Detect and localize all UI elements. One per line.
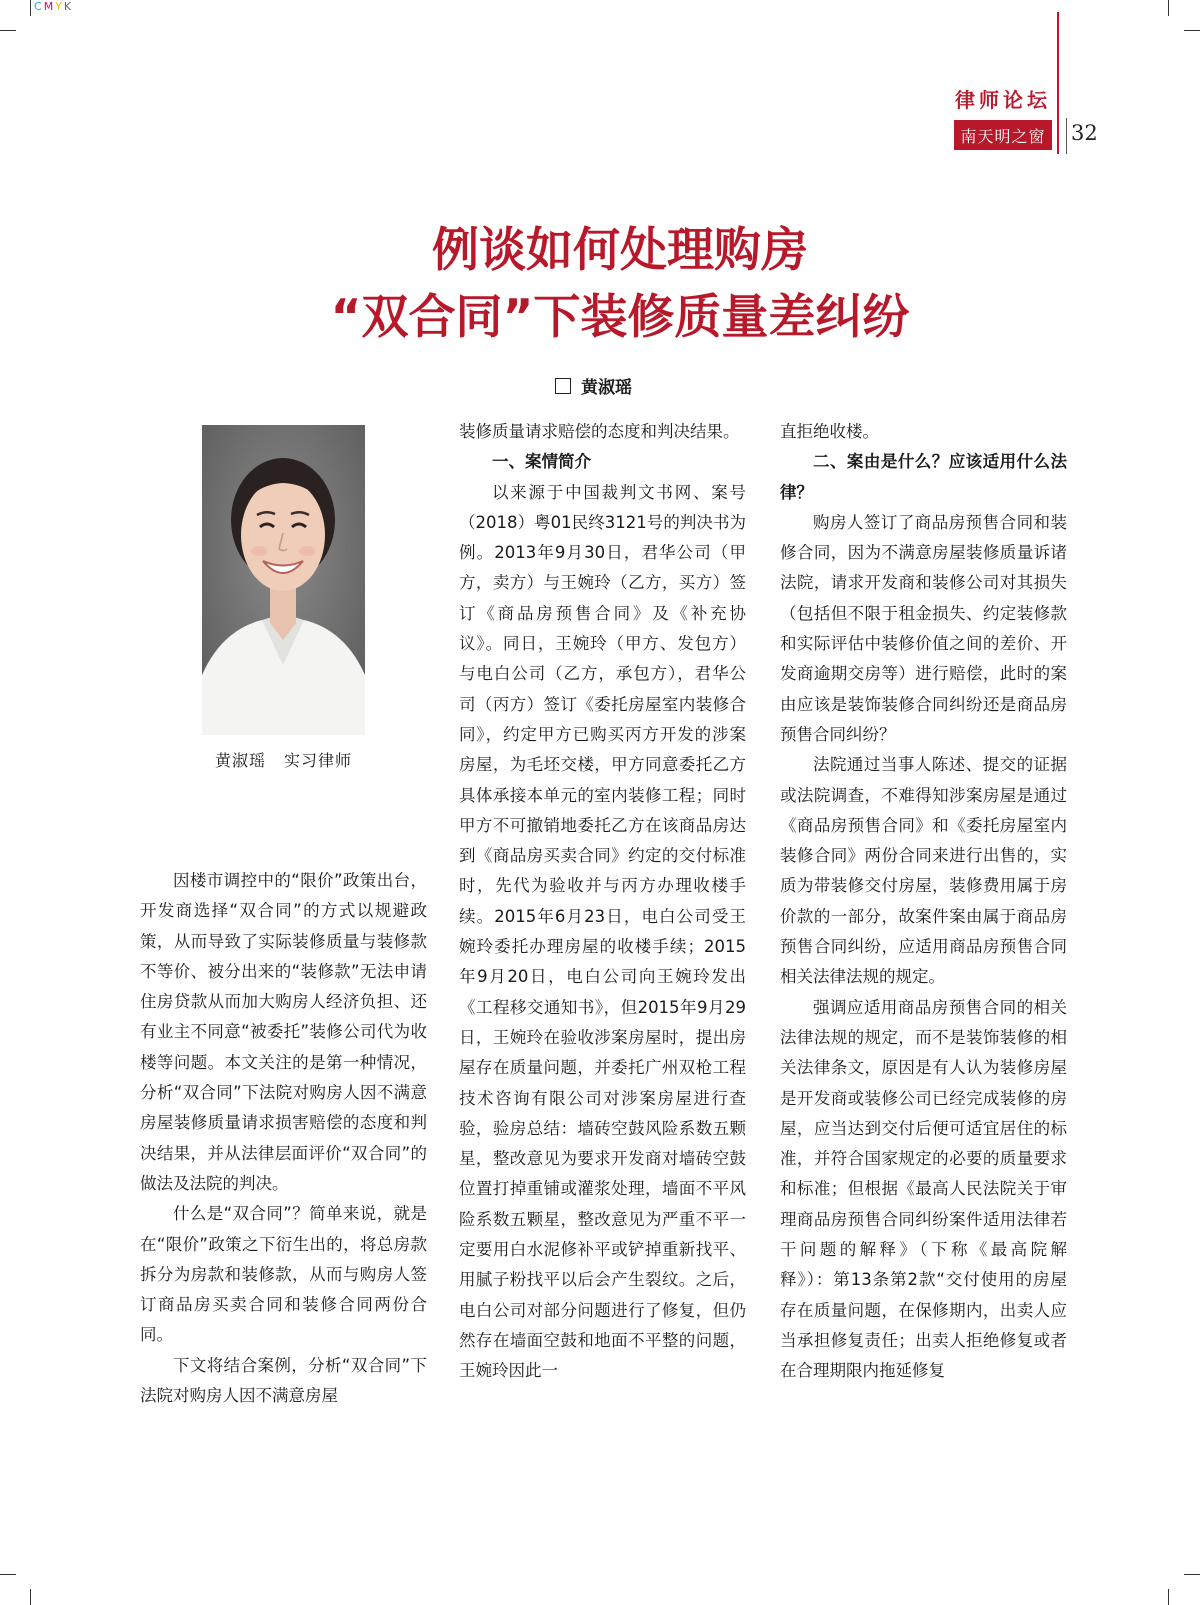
header-red-rule (1057, 12, 1059, 154)
paragraph: 下文将结合案例，分析“双合同”下法院对购房人因不满意房屋 (140, 1355, 427, 1406)
section-heading: 一、案情简介 (492, 452, 591, 472)
text-column-2 (459, 417, 746, 1387)
caption-role: 实习律师 (284, 751, 353, 770)
article-title-line2: “双合同”下装修质量差纠纷 (330, 290, 910, 345)
paragraph: 什么是“双合同”？简单来说，就是在“限价”政策之下衍生出的，将总房款拆分为房款和装修款，从而与购房人签订商品房买卖合同和装修合同两份合同。 (140, 1204, 427, 1345)
author-photo (202, 425, 365, 735)
crop-mark-top-left-v (30, 0, 31, 16)
cmyk-y: Y (55, 0, 64, 13)
crop-mark-bottom-right-h (1184, 1574, 1200, 1575)
article-title-line1: 例谈如何处理购房 (432, 223, 808, 278)
cmyk-color-mark (34, 0, 73, 13)
crop-mark-top-right-v (1168, 0, 1169, 16)
paragraph: 购房人签订了商品房预售合同和装修合同，因为不满意房屋装修质量诉诸法院，请求开发商和装修公司对其损失（包括但不限于租金损失、约定装修款和实际评估中装修价值之间的差价、开发商逾期交房等）进行赔偿，此时的案由应该是装饰装修合同纠纷还是商品房预售合同纠纷？ (780, 512, 1067, 744)
cmyk-m: M (43, 0, 56, 13)
crop-mark-top-left-h (0, 30, 16, 31)
page-number: 32 (1071, 121, 1098, 145)
section-label: 律师论坛 (955, 88, 1051, 112)
paragraph: 法院通过当事人陈述、提交的证据或法院调查，不难得知涉案房屋是通过《商品房预售合同》和《委托房屋室内装修合同》两份合同来进行出售的，实质为带装修交付房屋，装修费用属于房价款的一部分，故案件案由属于商品房预售合同纠纷，应适用商品房预售合同相关法律法规的规定。 (780, 755, 1067, 987)
crop-mark-top-right-h (1184, 30, 1200, 31)
crop-mark-bottom-left-h (0, 1574, 16, 1575)
header-page-divider (1066, 118, 1067, 154)
column-badge: 南天明之窗 (954, 120, 1052, 150)
paragraph: 强调应适用商品房预售合同的相关法律法规的规定，而不是装饰装修的相关法律条文，原因是有人认为装修房屋是开发商或装修公司已经完成装修的房屋，应当达到交付后便可适宜居住的标准，并符合国家规定的必要的质量要求和标准；但根据《最高人民法院关于审理商品房预售合同纠纷案件适用法律若干问题的解释》（下称《最高院解释》）：第13条第2款“交付使用的房屋存在质量问题，在保修期内，出卖人应当承担修复责任；出卖人拒绝修复或者在合理期限内拖延修复 (780, 997, 1067, 1381)
author-name: 黄淑瑶 (581, 378, 632, 398)
section-heading: 二、案由是什么？应该适用什么法律？ (780, 452, 1067, 502)
byline-box-icon (555, 378, 571, 394)
text-column-1 (140, 866, 427, 1411)
paragraph-continued: 装修质量请求赔偿的态度和判决结果。 (459, 422, 740, 441)
paragraph-continued: 直拒绝收楼。 (780, 422, 879, 441)
text-column-3 (780, 417, 1067, 1387)
paragraph: 以来源于中国裁判文书网、案号（2018）粤01民终3121号的判决书为例。2013年9月30日，君华公司（甲方，卖方）与王婉玲（乙方，买方）签订《商品房预售合同》及《补充协议》。同日，王婉玲（甲方、发包方）与电白公司（乙方，承包方），君华公司（丙方）签订《委托房屋室内装修合同》，约定甲方已购买丙方开发的涉案房屋，为毛坯交楼，甲方同意委托乙方具体承接本单元的室内装修工程；同时甲方不可撤销地委托乙方在该商品房达到《商品房买卖合同》约定的交付标准时，先代为验收并与丙方办理收楼手续。2015年6月23日，电白公司受王婉玲委托办理房屋的收楼手续；2015年9月20日，电白公司向王婉玲发出《工程移交通知书》，但2015年9月29日，王婉玲在验收涉案房屋时，提出房屋存在质量问题，并委托广州双枪工程技术咨询有限公司对涉案房屋进行查验，验房总结：墙砖空鼓风险系数五颗星，整改意见为要求开发商对墙砖空鼓位置打掉重铺或灌浆处理，墙面不平风险系数五颗星，整改意见为严重不平一定要用白水泥修补平或铲掉重新找平、用腻子粉找平以后会产生裂纹。之后，电白公司对部分问题进行了修复，但仍然存在墙面空鼓和地面不平整的问题，王婉玲因此一 (459, 482, 746, 1381)
paragraph: 因楼市调控中的“限价”政策出台，开发商选择“双合同”的方式以规避政策，从而导致了实际装修质量与装修款不等价、被分出来的“装修款”无法申请住房贷款从而加大购房人经济负担、还有业主不同意“被委托”装修公司代为收楼等问题。本文关注的是第一种情况，分析“双合同”下法院对购房人因不满意房屋装修质量请求损害赔偿的态度和判决结果，并从法律层面评价“双合同”的做法及法院的判决。 (140, 871, 427, 1193)
cmyk-k: K (63, 0, 74, 13)
crop-mark-bottom-left-v (30, 1589, 31, 1605)
photo-caption (202, 748, 365, 771)
portrait-illustration (202, 425, 365, 735)
author-byline (555, 373, 632, 398)
caption-name: 黄淑瑶 (214, 751, 266, 770)
crop-mark-bottom-right-v (1168, 1589, 1169, 1605)
cmyk-c: C (34, 0, 44, 13)
